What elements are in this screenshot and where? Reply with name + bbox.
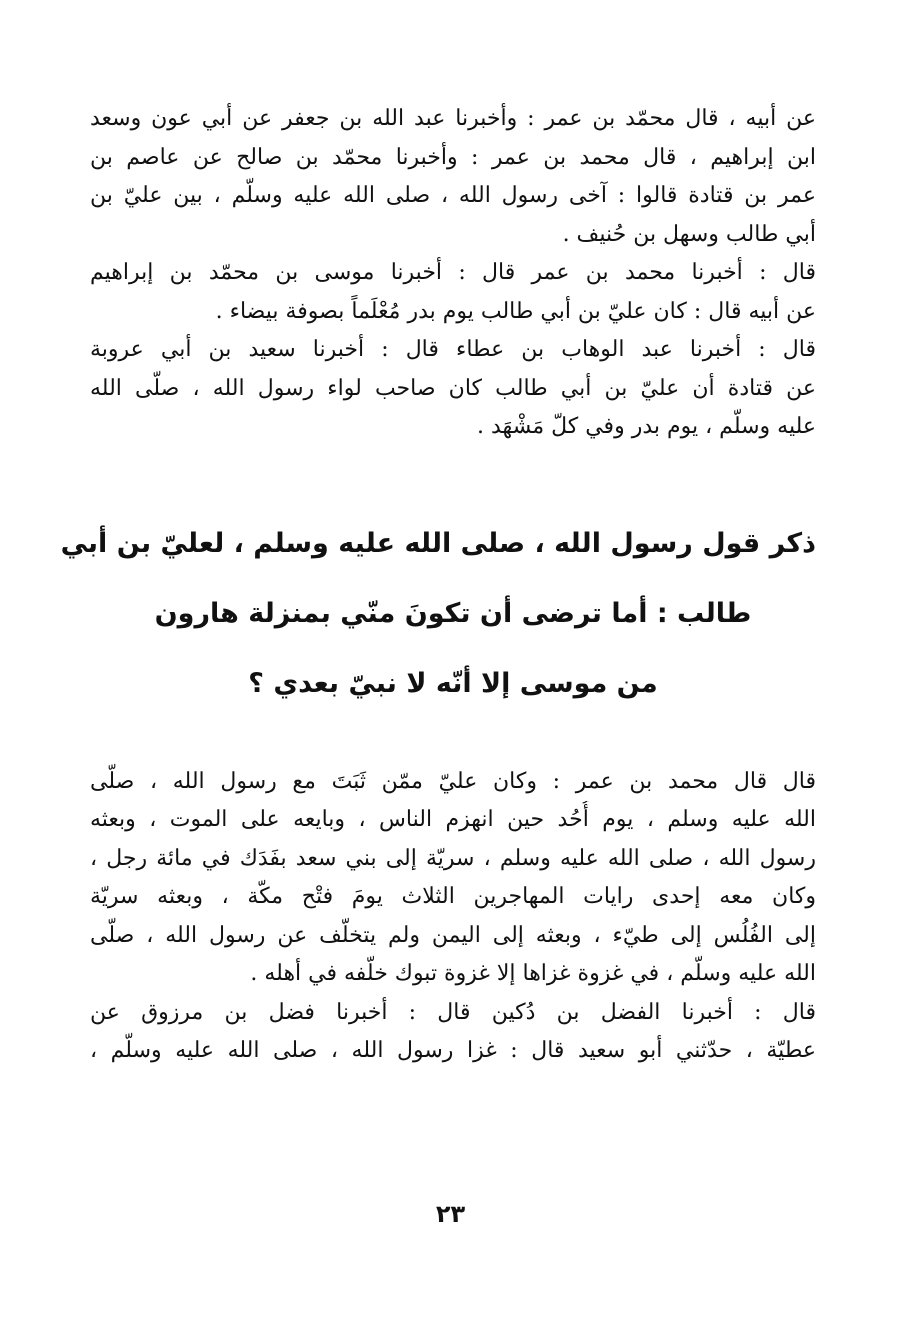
- top-section: [90, 100, 816, 447]
- page-body: [60, 100, 816, 1071]
- text-line: عطيّة ، حدّثني أبو سعيد قال : غزا رسول الله ، صلى الله عليه وسلّم ،: [90, 1038, 816, 1063]
- text-line: قال : أخبرنا الفضل بن دُكين قال : أخبرنا فضل بن مرزوق عن: [90, 999, 816, 1025]
- heading-line: طالب : أما ترضى أن تكونَ منّي بمنزلة هارون: [154, 597, 752, 629]
- text-line: وكان معه إحدى رايات المهاجرين الثلاث يومَ فتْح مكّة ، وبعثه سريّة: [90, 884, 816, 909]
- text-line: رسول الله ، صلى الله عليه وسلم ، سريّة إلى بني سعد بفَدَك في مائة رجل ،: [90, 845, 816, 871]
- heading-line: ذكر قول رسول الله ، صلى الله عليه وسلم ، لعليّ بن أبي: [60, 527, 816, 559]
- text-line: عمر بن قتادة قالوا : آخى رسول الله ، صلى الله عليه وسلّم ، بين عليّ بن: [90, 183, 816, 208]
- text-line: ابن إبراهيم ، قال محمد بن عمر : وأخبرنا محمّد بن صالح عن عاصم بن: [90, 144, 816, 170]
- paragraph: [90, 254, 816, 331]
- text-line: أبي طالب وسهل بن حُنيف .: [562, 221, 816, 247]
- paragraph: [90, 100, 816, 254]
- paragraph: [90, 331, 816, 447]
- bottom-section: [90, 763, 816, 1071]
- text-line: عن أبيه قال : كان عليّ بن أبي طالب يوم بدر مُعْلَماً بصوفة بيضاء .: [215, 298, 816, 324]
- text-line: قال قال محمد بن عمر : وكان عليّ ممّن ثَبَتَ مع رسول الله ، صلّى: [90, 768, 816, 794]
- text-line: الله عليه وسلّم ، في غزوة غزاها إلا غزوة تبوك خلّفه في أهله .: [250, 961, 816, 986]
- text-line: عن أبيه ، قال محمّد بن عمر : وأخبرنا عبد الله بن جعفر عن أبي عون وسعد: [90, 106, 816, 131]
- text-line: عن قتادة أن عليّ بن أبي طالب كان صاحب لواء رسول الله ، صلّى الله: [90, 375, 816, 401]
- paragraph: [90, 763, 816, 994]
- text-line: قال : أخبرنا محمد بن عمر قال : أخبرنا موسى بن محمّد بن إبراهيم: [90, 260, 816, 285]
- text-line: الله عليه وسلم ، يوم أُحُد حين انهزم الناس ، وبايعه على الموت ، وبعثه: [90, 807, 816, 832]
- text-line: قال : أخبرنا عبد الوهاب بن عطاء قال : أخبرنا سعيد بن أبي عروبة: [90, 337, 816, 362]
- text-line: عليه وسلّم ، يوم بدر وفي كلّ مَشْهَد .: [477, 414, 816, 439]
- text-line: إلى الفُلُس إلى طيّء ، وبعثه إلى اليمن ولم يتخلّف عن رسول الله ، صلّى: [90, 922, 816, 948]
- heading-line: من موسى إلا أنّه لا نبيّ بعدي ؟: [248, 667, 658, 699]
- chapter-heading: [60, 509, 816, 719]
- page-number: ٢٣: [435, 1200, 466, 1228]
- paragraph: [90, 994, 816, 1071]
